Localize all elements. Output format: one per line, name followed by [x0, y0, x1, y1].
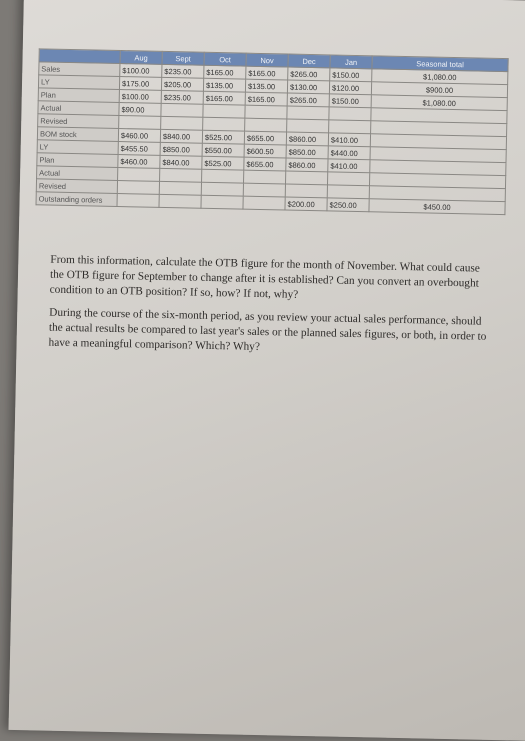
table-cell: $525.00	[202, 156, 244, 170]
table-cell: $440.00	[328, 146, 370, 160]
table-cell: $900.00	[371, 82, 507, 98]
table-cell: $550.00	[202, 143, 244, 157]
header-cell: Sept	[162, 51, 204, 65]
table-cell: $850.00	[286, 145, 328, 159]
question-paragraph: From this information, calculate the OTB figure for the month of November. What could cause the OTB figure for September to change after it is established? Can you convert an overbought condition to an OTB position? If so, how? If not, why?	[49, 253, 480, 301]
table-cell: $860.00	[286, 132, 328, 146]
table-cell	[202, 169, 244, 183]
table-cell: $150.00	[329, 94, 371, 108]
table-cell	[285, 171, 327, 185]
table-cell: $100.00	[120, 64, 162, 78]
table-cell: $265.00	[287, 93, 329, 107]
table-cell: $850.00	[160, 142, 202, 156]
table-cell: $265.00	[288, 67, 330, 81]
row-label-cell: Plan	[37, 153, 118, 168]
table-cell	[117, 193, 159, 207]
table-cell	[201, 182, 243, 196]
row-label-cell: Revised	[38, 114, 119, 129]
row-label-cell: LY	[37, 140, 118, 155]
question-text-block	[48, 253, 490, 368]
table-cell	[287, 106, 329, 120]
table-cell: $655.00	[244, 157, 286, 171]
table-cell: $235.00	[161, 90, 203, 104]
table-cell: $175.00	[119, 77, 161, 91]
table-cell	[160, 168, 202, 182]
table-cell	[245, 118, 287, 132]
header-cell: Oct	[204, 52, 246, 66]
table-cell	[118, 168, 160, 182]
row-label-cell: Actual	[38, 101, 119, 116]
header-cell: Jan	[330, 55, 372, 69]
table-cell: $840.00	[160, 129, 202, 143]
table-cell	[159, 181, 201, 195]
table-cell: $200.00	[285, 197, 327, 211]
table-cell: $450.00	[369, 199, 505, 215]
book-page	[9, 0, 525, 741]
table-cell	[159, 194, 201, 208]
table-cell	[327, 185, 369, 199]
table-cell	[201, 195, 243, 209]
row-label-cell: Plan	[38, 88, 119, 103]
table-cell: $135.00	[203, 78, 245, 92]
table-cell: $455.50	[118, 142, 160, 156]
table-cell	[203, 104, 245, 118]
row-label-cell: Revised	[36, 179, 117, 194]
table-cell: $135.00	[245, 79, 287, 93]
table-cell	[243, 183, 285, 197]
table-cell	[243, 196, 285, 210]
table-cell	[203, 117, 245, 131]
table-cell: $1,080.00	[371, 95, 507, 111]
row-label-cell: Actual	[37, 166, 118, 181]
table-cell	[161, 116, 203, 130]
row-label-cell: BOM stock	[37, 127, 118, 142]
table-cell	[161, 103, 203, 117]
merchandise-plan-table	[35, 48, 508, 215]
table-cell: $100.00	[119, 90, 161, 104]
table-cell: $840.00	[160, 155, 202, 169]
table-cell	[287, 119, 329, 133]
table-cell: $525.00	[202, 130, 244, 144]
table-cell: $460.00	[118, 129, 160, 143]
table-cell: $250.00	[327, 198, 369, 212]
table-cell: $165.00	[246, 66, 288, 80]
table-cell: $235.00	[162, 64, 204, 78]
table-cell: $120.00	[329, 81, 371, 95]
table-cell: $165.00	[203, 91, 245, 105]
header-cell: Seasonal total	[372, 56, 508, 72]
row-label-cell: LY	[38, 75, 119, 90]
table-cell: $410.00	[328, 133, 370, 147]
header-cell: Aug	[120, 51, 162, 65]
table-cell: $460.00	[118, 155, 160, 169]
table-cell	[329, 107, 371, 121]
table-cell	[329, 120, 371, 134]
table-cell	[117, 181, 159, 195]
table-cell	[244, 170, 286, 184]
table-cell: $1,080.00	[372, 69, 508, 85]
table-cell: $860.00	[286, 158, 328, 172]
table-cell: $130.00	[287, 80, 329, 94]
table-cell	[327, 172, 369, 186]
table-cell	[285, 184, 327, 198]
table-cell: $90.00	[119, 103, 161, 117]
header-cell: Dec	[288, 54, 330, 68]
row-label-cell: Sales	[39, 62, 120, 77]
table-cell: $150.00	[330, 68, 372, 82]
table-cell	[119, 116, 161, 130]
table-cell: $410.00	[328, 159, 370, 173]
table-cell: $600.50	[244, 144, 286, 158]
question-paragraph: During the course of the six-month period, as you review your actual sales performance, should the actual results be compared to last year's sales or the planned sales figures, or both, in order to have a meaningful comparison? Which? Why?	[48, 306, 487, 354]
merchandise-plan-table-container	[35, 48, 508, 215]
table-cell	[245, 105, 287, 119]
header-cell: Nov	[246, 53, 288, 67]
table-cell: $205.00	[161, 77, 203, 91]
row-label-cell: Outstanding orders	[36, 192, 117, 207]
table-cell: $165.00	[245, 92, 287, 106]
table-cell: $165.00	[204, 65, 246, 79]
table-cell: $655.00	[244, 131, 286, 145]
